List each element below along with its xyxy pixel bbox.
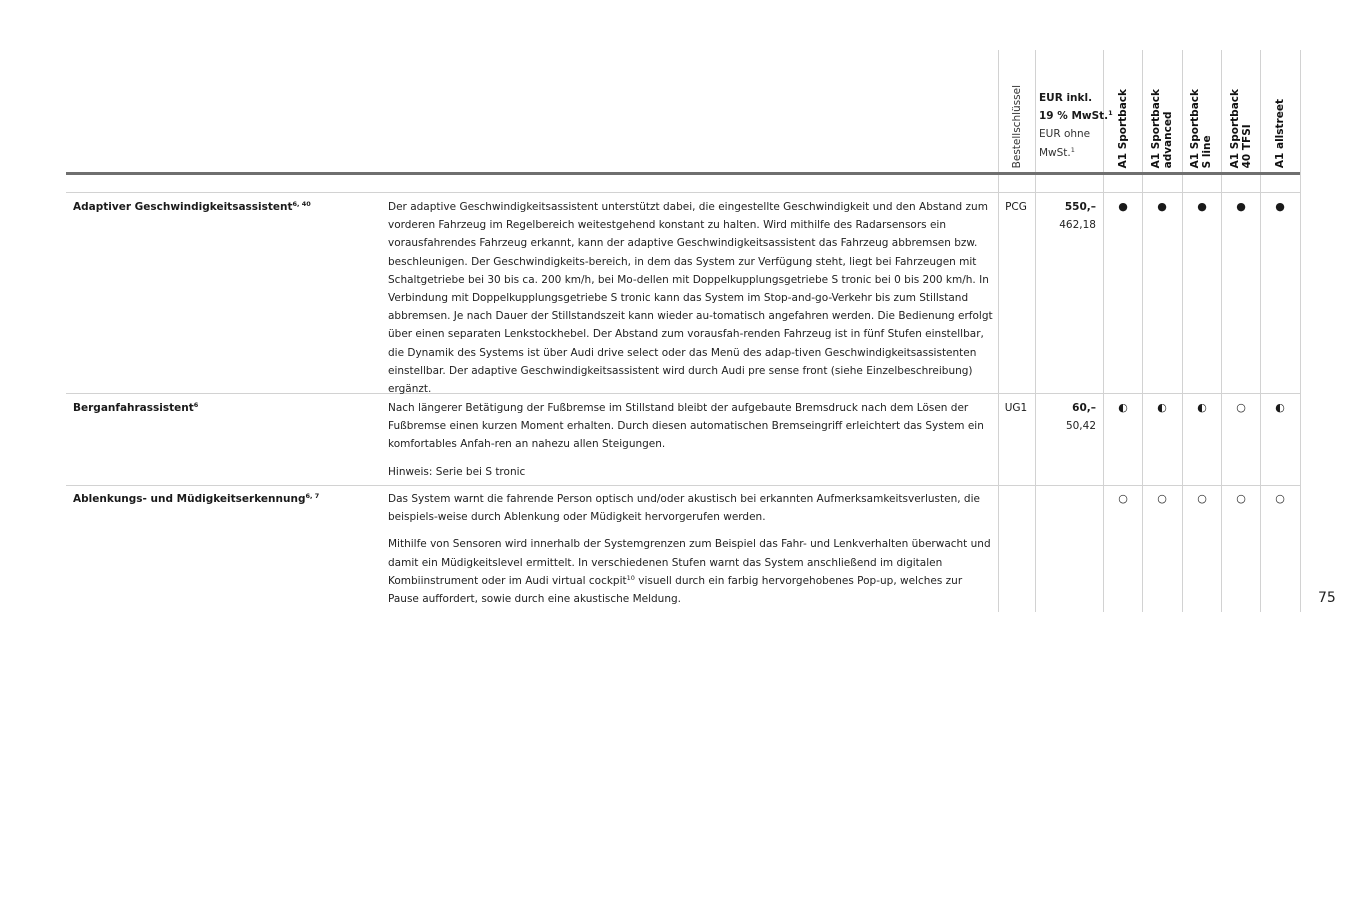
- header-price-gross-line2: 19 % MwSt.$^1$: [1039, 109, 1113, 123]
- feature-name: Adaptiver Geschwindigkeitsassistent$^{6, 40}$: [73, 200, 311, 213]
- availability-marker: ○: [1275, 492, 1285, 505]
- feature-description: Nach längerer Betätigung der Fußbremse im Stillstand bleibt der aufgebaute Bremsdruck nach dem Lösen der Fußbremse einen kurzen Moment erhalten. Durch diesen automatischen Bremseingriff erleichtert das System ein komfortables Anfah-ren an nahezu allen Steigungen. Hinweis: Serie bei S tronic: [388, 399, 994, 481]
- price-gross: 60,–: [1072, 402, 1096, 414]
- column-divider: [1260, 50, 1261, 612]
- header-price-net-line1: EUR ohne: [1039, 128, 1091, 141]
- order-code: UG1: [1004, 402, 1028, 414]
- price-net: 462,18: [1059, 219, 1096, 232]
- availability-marker: ◐: [1157, 401, 1167, 414]
- availability-marker: ●: [1118, 200, 1128, 213]
- availability-marker: ○: [1157, 492, 1167, 505]
- column-divider: [998, 50, 999, 612]
- column-divider: [1142, 50, 1143, 612]
- feature-name: Berganfahrassistent$^6$: [73, 401, 199, 414]
- header-order-code: Bestellschlüssel: [1011, 84, 1023, 168]
- availability-marker: ●: [1236, 200, 1246, 213]
- availability-marker: ●: [1157, 200, 1167, 213]
- availability-marker: ○: [1236, 492, 1246, 505]
- header-rule: [66, 172, 1300, 175]
- header-model-s-line: A1 Sportback S line: [1189, 88, 1213, 168]
- order-code: PCG: [1005, 201, 1027, 213]
- feature-description: Der adaptive Geschwindigkeitsassistent unterstützt dabei, die eingestellte Geschwindigkeit und den Abstand zum vorderen Fahrzeug im Regelbereich weitestgehend konstant zu halten. Wird mithilfe des Radarsensors ein vorausfahrendes Fahrzeug erkannt, kann der adaptive Geschwindigkeitsassistent das Fahrzeug abbremsen bzw. beschleunigen. Der Geschwindigkeits-bereich, in dem das System zur Verfügung steht, liegt bei Fahrzeugen mit Schaltgetriebe bei 30 bis ca. 200 km/h, bei Mo-dellen mit Doppelkupplungsgetriebe S tronic bei 0 bis 200 km/h. In Verbindung mit Doppelkupplungsgetriebe S tronic kann das System im Stop-and-go-Verkehr bis zum Stillstand abbremsen. Je nach Dauer der Stillstandszeit kann wieder au-tomatisch angefahren werden. Die Bedienung erfolgt über einen separaten Lenkstockhebel. Der Abstand zum vorausfah-renden Fahrzeug ist in fünf Stufen einstellbar, die Dynamik des Systems ist über Audi drive select oder das Menü des adap-tiven Geschwindigkeitsassistenten einstellbar. Der adaptive Geschwindigkeitsassistent wird durch Audi pre sense front (siehe Einzelbeschreibung) ergänzt.: [388, 201, 993, 396]
- header-price: [1039, 89, 1113, 162]
- column-divider: [1221, 50, 1222, 612]
- column-divider: [1182, 50, 1183, 612]
- page-number: 75: [1318, 590, 1336, 606]
- availability-marker: ◐: [1275, 401, 1285, 414]
- price: [1038, 399, 1096, 435]
- availability-marker: ◐: [1118, 401, 1128, 414]
- header-price-gross-line1: EUR inkl.: [1039, 92, 1093, 104]
- feature-note: Hinweis: Serie bei S tronic: [388, 465, 526, 478]
- header-model-advanced: A1 Sportback advanced: [1150, 88, 1174, 168]
- feature-description: Das System warnt die fahrende Person optisch und/oder akustisch bei erkannten Aufmerksamkeitsverlusten, die beispiels-weise durch Ablenkung oder Müdigkeit hervorgerufen werden. Mithilfe von Sensoren wird innerhalb der Systemgrenzen zum Beispiel das Fahr- und Lenkverhalten überwacht und damit ein Müdigkeitslevel ermittelt. In verschiedenen Stufen warnt das System anschließend im digitalen Kombiinstrument oder im Audi virtual cockpit$^{10}$ visuell durch ein farbig hervorgehobenes Pop-up, welches zur Pause auffordert, sowie durch eine akustische Meldung.: [388, 493, 991, 606]
- availability-marker: ●: [1197, 200, 1207, 213]
- header-model-allstreet: A1 allstreet: [1274, 98, 1286, 168]
- availability-marker: ●: [1275, 200, 1285, 213]
- header-model-a1-sportback: A1 Sportback: [1117, 88, 1129, 168]
- row-divider: [66, 192, 1300, 193]
- header-price-net-line2: MwSt.$^1$: [1039, 145, 1075, 159]
- price-gross: 550,–: [1064, 201, 1096, 213]
- row-divider: [66, 485, 1300, 486]
- availability-marker: ○: [1118, 492, 1128, 505]
- column-divider: [1035, 50, 1036, 612]
- availability-marker: ○: [1197, 492, 1207, 505]
- availability-marker: ◐: [1197, 401, 1207, 414]
- header-model-40-tfsi: A1 Sportback 40 TFSI: [1229, 88, 1253, 168]
- price-net: 50,42: [1065, 420, 1096, 433]
- column-divider: [1300, 50, 1301, 612]
- feature-name: Ablenkungs- und Müdigkeitserkennung$^{6, 7}$: [73, 492, 320, 505]
- price: [1038, 198, 1096, 234]
- availability-marker: ○: [1236, 401, 1246, 414]
